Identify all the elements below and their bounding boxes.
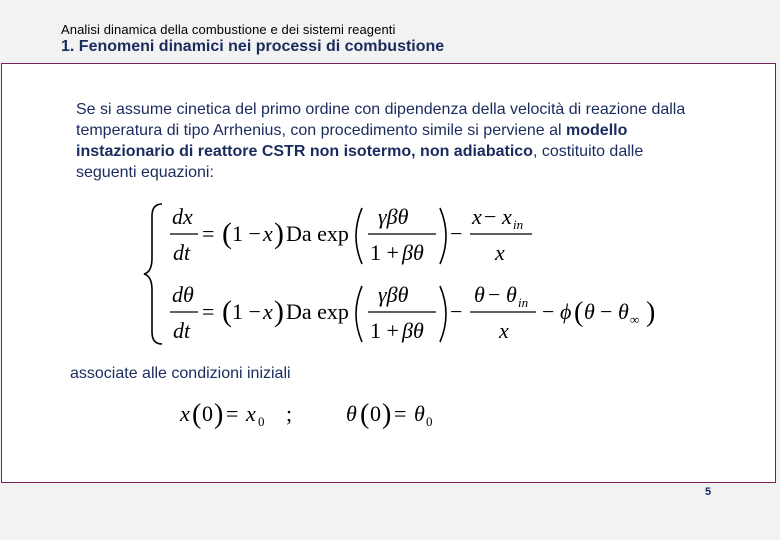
svg-text:0: 0	[426, 414, 433, 429]
svg-text:(: (	[222, 217, 232, 250]
svg-text:x: x	[472, 204, 482, 229]
svg-text:0: 0	[370, 401, 381, 426]
svg-text:Da exp: Da exp	[286, 299, 349, 324]
svg-text:θ: θ	[618, 299, 629, 324]
svg-text:): )	[382, 399, 392, 430]
svg-text:1 +: 1 +	[370, 318, 399, 343]
slide-title: 1. Fenomeni dinamici nei processi di combustione	[61, 38, 445, 55]
svg-text:−: −	[542, 299, 555, 324]
svg-text:(: (	[192, 399, 202, 430]
svg-text:): )	[274, 295, 284, 328]
svg-text:0: 0	[258, 414, 265, 429]
svg-text:Da exp: Da exp	[286, 221, 349, 246]
svg-text:θ: θ	[346, 401, 357, 426]
svg-text:(: (	[222, 295, 232, 328]
system-brace	[144, 204, 162, 344]
svg-text:): )	[646, 297, 656, 328]
svg-text:θ: θ	[584, 299, 595, 324]
svg-text:x: x	[263, 299, 273, 324]
svg-text:x: x	[180, 401, 190, 426]
intro-paragraph	[76, 99, 686, 183]
paragraph-text-2: , costituito dalle seguenti equazioni:	[76, 143, 644, 181]
svg-text:βθ: βθ	[402, 240, 424, 265]
svg-text:(: (	[360, 399, 370, 430]
initial-conditions-equation	[176, 396, 456, 436]
svg-text:in: in	[518, 295, 529, 310]
svg-text:): )	[214, 399, 224, 430]
svg-text:x: x	[499, 318, 509, 343]
svg-text:1 −: 1 −	[232, 221, 261, 246]
svg-text:−: −	[450, 299, 463, 324]
svg-text:0: 0	[202, 401, 213, 426]
equation-system	[140, 196, 680, 351]
svg-text:θ: θ	[414, 401, 425, 426]
svg-text:dθ: dθ	[172, 282, 194, 307]
svg-text:θ: θ	[506, 282, 517, 307]
initial-conditions-label: associate alle condizioni iniziali	[70, 365, 291, 382]
svg-text:1 +: 1 +	[370, 240, 399, 265]
svg-text:1 −: 1 −	[232, 299, 261, 324]
svg-text:=: =	[226, 401, 239, 426]
svg-text:βθ: βθ	[402, 318, 424, 343]
svg-text:x: x	[502, 204, 512, 229]
svg-text:x: x	[246, 401, 256, 426]
svg-text:dt: dt	[173, 240, 191, 265]
svg-text:x: x	[495, 240, 505, 265]
svg-text:): )	[274, 217, 284, 250]
svg-text:ϕ: ϕ	[560, 299, 572, 324]
svg-text:−: −	[484, 204, 497, 229]
svg-text:(: (	[574, 297, 584, 328]
svg-text:=: =	[202, 221, 215, 246]
page-number: 5	[705, 486, 712, 498]
svg-text:γβθ: γβθ	[378, 282, 409, 307]
svg-text:−: −	[600, 299, 613, 324]
svg-text:x: x	[263, 221, 273, 246]
svg-text:∞: ∞	[630, 312, 640, 327]
paragraph-bold-text: modello instazionario di reattore CSTR non isotermo, non adiabatico	[76, 122, 628, 160]
svg-text:=: =	[202, 299, 215, 324]
svg-text:in: in	[513, 217, 524, 232]
svg-text:;: ;	[286, 401, 293, 426]
svg-text:dt: dt	[173, 318, 191, 343]
svg-text:γβθ: γβθ	[378, 204, 409, 229]
paragraph-text-1: Se si assume cinetica del primo ordine con dipendenza della velocità di reazione dalla temperatura di tipo Arrhenius, con procedimento simile si perviene al	[76, 101, 686, 139]
header-subtitle: Analisi dinamica della combustione e dei sistemi reagenti	[61, 22, 396, 37]
svg-text:−: −	[488, 282, 501, 307]
svg-text:−: −	[450, 221, 463, 246]
svg-text:=: =	[394, 401, 407, 426]
svg-text:dx: dx	[172, 204, 193, 229]
svg-text:θ: θ	[474, 282, 485, 307]
